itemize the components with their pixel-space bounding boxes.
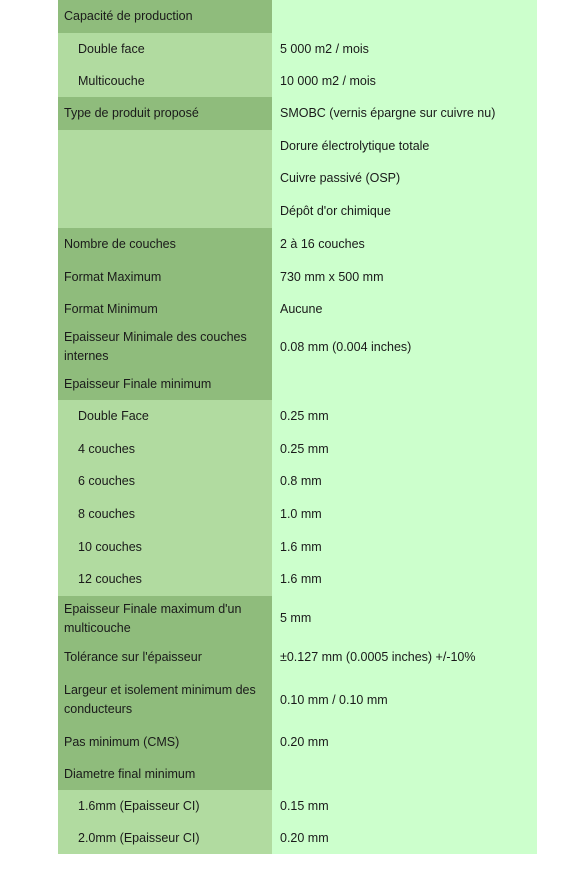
row-value: 0.25 mm [272,433,537,465]
row-value [272,758,537,790]
row-label: 6 couches [58,465,272,498]
row-value: 2 à 16 couches [272,228,537,261]
row-value [272,0,537,33]
table-row [58,195,537,228]
row-label: Epaisseur Finale maximum d'un multicouche [58,596,272,641]
table-row [58,369,537,400]
table-row [58,465,537,498]
row-value: Cuivre passivé (OSP) [272,162,537,195]
row-value: Dorure électrolytique totale [272,130,537,162]
row-value: 5 000 m2 / mois [272,33,537,65]
table-row [58,674,537,726]
row-label: Epaisseur Finale minimum [58,369,272,400]
row-label: Format Minimum [58,293,272,325]
table-row [58,228,537,261]
row-value: 0.10 mm / 0.10 mm [272,674,537,726]
row-label: Double face [58,33,272,65]
row-label: Largeur et isolement minimum des conducteurs [58,674,272,726]
table-row [58,33,537,65]
row-label [58,130,272,162]
table-row [58,325,537,369]
table-row [58,130,537,162]
row-label: Multicouche [58,65,272,97]
row-value: 5 mm [272,596,537,641]
row-value: Aucune [272,293,537,325]
table-row [58,498,537,531]
row-label: Capacité de production [58,0,272,33]
row-label: 8 couches [58,498,272,531]
row-label: Pas minimum (CMS) [58,726,272,758]
row-label [58,162,272,195]
row-value: 10 000 m2 / mois [272,65,537,97]
row-label: Type de produit proposé [58,97,272,130]
row-value: ±0.127 mm (0.0005 inches) +/-10% [272,641,537,674]
table-row [58,758,537,790]
row-label: Diametre final minimum [58,758,272,790]
row-label [58,195,272,228]
row-label: Epaisseur Minimale des couches internes [58,325,272,369]
table-row [58,97,537,130]
table-row [58,563,537,596]
row-value: 730 mm x 500 mm [272,261,537,293]
table-row [58,162,537,195]
row-value: 0.08 mm (0.004 inches) [272,325,537,369]
row-value: 0.25 mm [272,400,537,433]
row-label: Tolérance sur l'épaisseur [58,641,272,674]
row-value: 1.6 mm [272,563,537,596]
table-row [58,790,537,823]
table-row [58,293,537,325]
row-value [272,369,537,400]
row-label: Nombre de couches [58,228,272,261]
table-row [58,261,537,293]
row-label: 10 couches [58,531,272,563]
table-row [58,0,537,33]
row-value: SMOBC (vernis épargne sur cuivre nu) [272,97,537,130]
row-label: 1.6mm (Epaisseur CI) [58,790,272,823]
table-row [58,596,537,641]
table-row [58,641,537,674]
row-value: 0.8 mm [272,465,537,498]
row-value: 1.6 mm [272,531,537,563]
row-label: Double Face [58,400,272,433]
spec-table [58,0,537,854]
row-label: 2.0mm (Epaisseur CI) [58,823,272,854]
table-row [58,823,537,854]
row-value: 0.15 mm [272,790,537,823]
row-value: 1.0 mm [272,498,537,531]
table-row [58,726,537,758]
table-row [58,433,537,465]
row-value: 0.20 mm [272,823,537,854]
row-label: Format Maximum [58,261,272,293]
table-row [58,400,537,433]
row-label: 12 couches [58,563,272,596]
table-row [58,65,537,97]
row-label: 4 couches [58,433,272,465]
table-row [58,531,537,563]
row-value: 0.20 mm [272,726,537,758]
row-value: Dépôt d'or chimique [272,195,537,228]
